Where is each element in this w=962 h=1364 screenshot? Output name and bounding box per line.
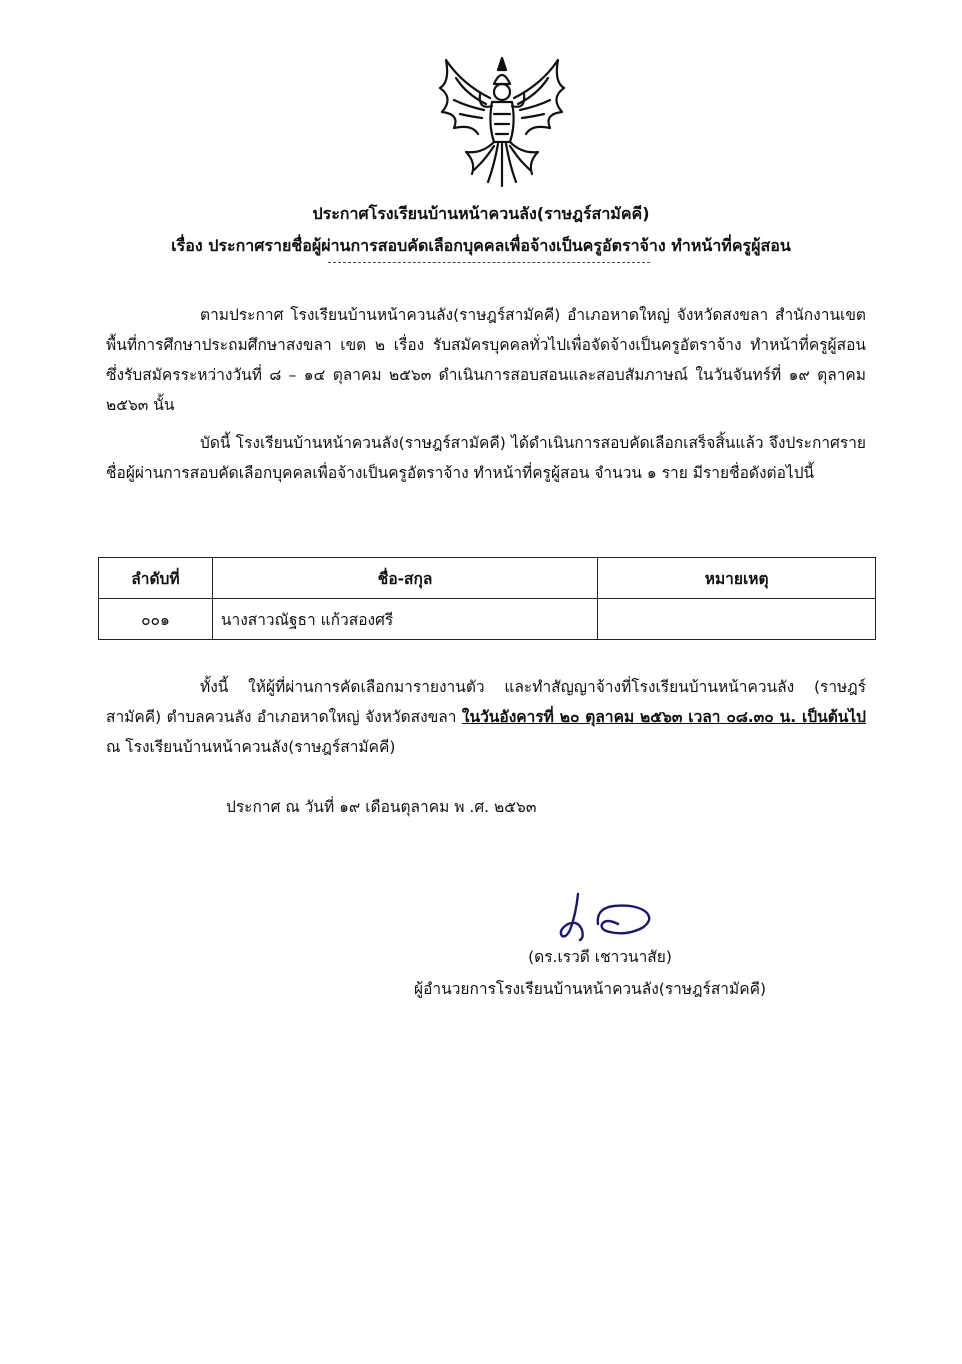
table-header-row	[99, 558, 876, 599]
passed-candidates-table	[98, 557, 876, 640]
paragraph-reference	[106, 300, 866, 420]
announcement-title: ประกาศโรงเรียนบ้านหน้าควนลัง(ราษฎร์สามัคคี)	[312, 204, 650, 223]
announcement-subject: เรื่อง ประกาศรายชื่อผู้ผ่านการสอบคัดเลือกบุคคลเพื่อจ้างเป็นครูอัตราจ้าง ทำหน้าที่ครูผู้สอน	[171, 236, 791, 255]
paragraph-report-text: ทั้งนี้ ให้ผู้ที่ผ่านการคัดเลือกมารายงานตัว และทำสัญญาจ้างที่โรงเรียนบ้านหน้าควนลัง (ราษฎร์สามัคคี) ตำบลควนลัง อำเภอหาดใหญ่ จังหวัดสงขลา	[106, 678, 866, 726]
signature-icon	[556, 880, 666, 950]
paragraph-report-instructions	[106, 672, 866, 762]
column-header-note: หมายเหตุ	[598, 558, 876, 599]
paragraph-result	[106, 428, 866, 488]
garuda-emblem-icon	[432, 54, 572, 194]
paragraph-report-location: ณ โรงเรียนบ้านหน้าควนลัง(ราษฎร์สามัคคี)	[106, 738, 396, 756]
table-row	[99, 599, 876, 640]
column-header-name: ชื่อ-สกุล	[212, 558, 597, 599]
title-divider	[328, 262, 650, 263]
announcement-date: ประกาศ ณ วันที่ ๑๙ เดือนตุลาคม พ .ศ. ๒๕๖๓	[226, 798, 537, 816]
cell-note	[598, 599, 876, 640]
cell-order: ๐๐๑	[99, 599, 213, 640]
paragraph-reference-text: ตามประกาศ โรงเรียนบ้านหน้าควนลัง(ราษฎร์สามัคคี) อำเภอหาดใหญ่ จังหวัดสงขลา สำนักงานเขตพื้นที่การศึกษาประถมศึกษาสงขลา เขต ๒ เรื่อง รับสมัครบุคคลทั่วไปเพื่อจัดจ้างเป็นครูอัตราจ้าง ทำหน้าที่ครูผู้สอน ซึ่งรับสมัครระหว่างวันที่ ๘ – ๑๔ ตุลาคม ๒๕๖๓ ดำเนินการสอบสอนและสอบสัมภาษณ์ ในวันจันทร์ที่ ๑๙ ตุลาคม ๒๕๖๓ นั้น	[106, 306, 866, 414]
column-header-order: ลำดับที่	[99, 558, 213, 599]
cell-name: นางสาวณัฐธา แก้วสองศรี	[212, 599, 597, 640]
signer-position: ผู้อำนวยการโรงเรียนบ้านหน้าควนลัง(ราษฎร์สามัคคี)	[414, 980, 766, 998]
report-date-emphasis: ในวันอังคารที่ ๒๐ ตุลาคม ๒๕๖๓ เวลา ๐๘.๓๐ น. เป็นต้นไป	[461, 708, 866, 726]
signer-name: (ดร.เรวดี เชาวนาสัย)	[528, 948, 672, 966]
paragraph-result-text: บัดนี้ โรงเรียนบ้านหน้าควนลัง(ราษฎร์สามัคคี) ได้ดำเนินการสอบคัดเลือกเสร็จสิ้นแล้ว จึงประกาศรายชื่อผู้ผ่านการสอบคัดเลือกบุคคลเพื่อจ้างเป็นครูอัตราจ้าง ทำหน้าที่ครูผู้สอน จำนวน ๑ ราย มีรายชื่อดังต่อไปนี้	[106, 434, 866, 482]
